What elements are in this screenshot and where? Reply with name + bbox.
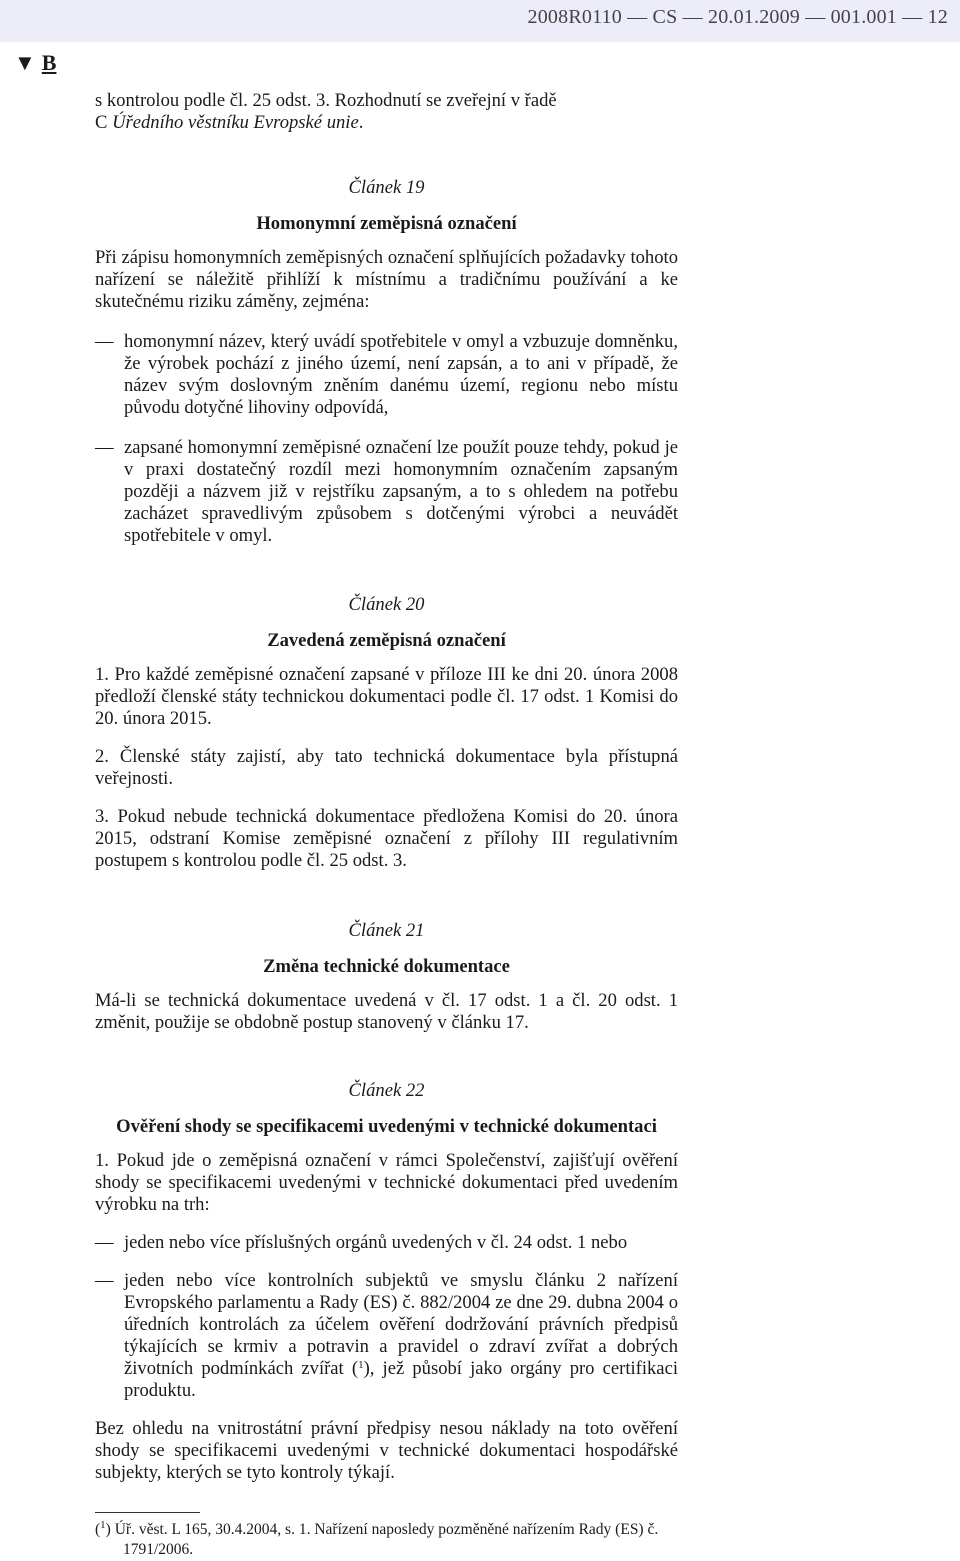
dash-item: — zapsané homonymní zeměpisné označení lze použít pouze tehdy, pokud je v praxi dostatečný rozdíl mezi homonymním označením zapsaným později a názvem již v rejstříku zapsaným, a to s ohledem na potřebu zacházet spravedlivým způsobem s dotčenými výrobci a neuvádět spotřebitele v omyl. (95, 437, 678, 546)
triangle-down-icon: ▼ (14, 50, 36, 75)
marker-letter-link[interactable]: B (41, 50, 57, 75)
article-paragraph: Bez ohledu na vnitrostátní právní předpisy nesou náklady na toto ověření shody se specifikacemi uvedenými v technické dokumentaci hospodářské subjekty, kterých se tyto kontroly týkají. (95, 1418, 678, 1483)
amendment-marker (14, 50, 56, 76)
dash-item: — jeden nebo více kontrolních subjektů ve smyslu článku 2 nařízení Evropského parlamentu a Rady (ES) č. 882/2004 ze dne 29. dubna 2004 o úředních kontrolách za účelem ověření dodržování právních předpisů týkajících se krmiv a potravin a pravidel o zdraví zvířat a dobrých životních podmínkách zvířat ($^1$), jež působí jako orgány pro certifikaci produktu. (95, 1270, 678, 1401)
intro-text: s kontrolou podle čl. 25 odst. 3. Rozhodnutí se zveřejní v řadě C Úředního věstníku Evropské unie. (95, 90, 557, 133)
article-21 (95, 920, 678, 1034)
footnote-text: Úř. věst. L 165, 30.4.2004, s. 1. Nařízení naposledy pozměněné nařízením Rady (ES) č. 1791/2006. (114, 1521, 659, 1558)
article-paragraph: Při zápisu homonymních zeměpisných označení splňujících požadavky tohoto nařízení se náležitě přihlíží k místnímu a tradičnímu používání a ke skutečnému riziku záměny, zejména: (95, 247, 678, 312)
article-paragraph: 2. Členské státy zajistí, aby tato technická dokumentace byla přístupná veřejnosti. (95, 746, 678, 789)
article-title: Ověření shody se specifikacemi uvedenými v technické dokumentaci (116, 1116, 657, 1137)
article-paragraph: 1. Pro každé zeměpisné označení zapsané v příloze III ke dni 20. února 2008 předloží členské státy technickou dokumentaci podle čl. 17 odst. 1 Komisi do 20. února 2015. (95, 664, 678, 729)
footnote-number: 1 (100, 1519, 106, 1531)
article-paragraph: 1. Pokud jde o zeměpisná označení v rámci Společenství, zajišťují ověření shody se specifikacemi uvedenými v technické dokumentaci před uvedením výrobku na trh: (95, 1150, 678, 1215)
article-paragraph: 3. Pokud nebude technická dokumentace předložena Komisi do 20. února 2015, odstraní Komise zeměpisné označení z přílohy III regulativním postupem s kontrolou podle čl. 25 odst. 3. (95, 806, 678, 871)
article-title: Změna technické dokumentace (263, 956, 510, 977)
footnote: ($^1$) Úř. věst. L 165, 30.4.2004, s. 1. Nařízení naposledy pozměněné nařízením Rady (ES) č. 1791/2006. (95, 1519, 659, 1558)
article-number: Článek 22 (348, 1080, 425, 1101)
article-20 (95, 594, 678, 872)
article-number: Článek 19 (348, 177, 425, 198)
dash-item: — jeden nebo více příslušných orgánů uvedených v čl. 24 odst. 1 nebo (95, 1232, 628, 1253)
page-header-band (0, 0, 960, 42)
document-id: 2008R0110 — CS — 20.01.2009 — 001.001 — 12 (527, 6, 948, 28)
article-paragraph: Má-li se technická dokumentace uvedená v čl. 17 odst. 1 a čl. 20 odst. 1 změnit, použije se obdobně postup stanovený v článku 17. (95, 990, 678, 1033)
article-title: Homonymní zeměpisná označení (256, 213, 517, 234)
dash-item: — homonymní název, který uvádí spotřebitele v omyl a vzbuzuje domněnku, že výrobek pochází z jiného území, není zapsán, a to ani v případě, že název svým doslovným zněním danému území, regionu nebo místu původu dotyčné lihoviny odpovídá, (95, 331, 678, 418)
article-title: Zavedená zeměpisná označení (267, 630, 506, 651)
intro-line1: s kontrolou podle čl. 25 odst. 3. Rozhodnutí se zveřejní v řadě (95, 90, 557, 111)
article-number: Článek 21 (348, 920, 425, 941)
footnote-ref-link[interactable]: 1 (358, 1359, 364, 1371)
article-22 (95, 1080, 678, 1484)
footnote-divider (95, 1512, 200, 1513)
article-19 (95, 177, 678, 547)
oj-title: Úředního věstníku Evropské unie (112, 112, 359, 133)
article-number: Článek 20 (348, 594, 425, 615)
